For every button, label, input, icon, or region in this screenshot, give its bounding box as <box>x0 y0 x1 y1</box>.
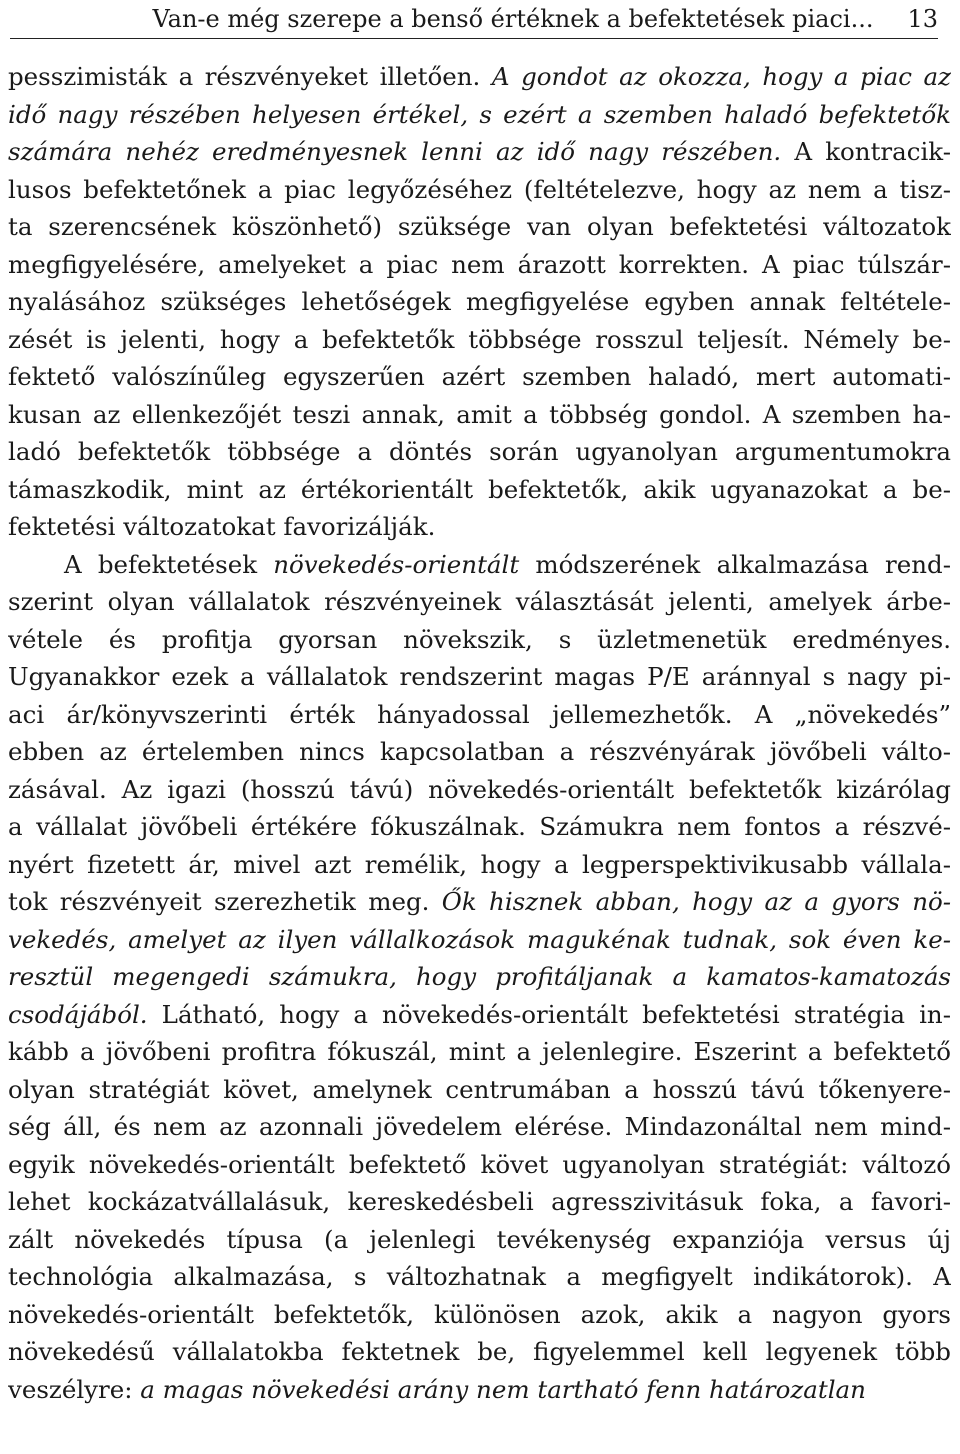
text-line <box>8 1183 951 1221</box>
text-span: A befektetések <box>64 549 274 579</box>
text-span: módszerének alkalmazása rend- <box>519 549 951 579</box>
text-line <box>8 583 951 621</box>
text-span: zését is jelenti, hogy a befektetők többsége rosszul teljesít. Némely be- <box>8 324 951 354</box>
text-line <box>8 1146 951 1184</box>
chapter-title: Van-e még szerepe a benső értéknek a befektetések piaci... <box>152 5 874 33</box>
text-line <box>8 883 951 921</box>
text-line <box>8 508 951 546</box>
text-line <box>8 471 951 509</box>
text-line <box>8 1296 951 1334</box>
text-span: A kontracik- <box>781 137 951 166</box>
text-line <box>8 1071 951 1109</box>
italic-span: idő nagy részében helyesen értékel, s ezért a szemben haladó befektetők <box>8 99 951 129</box>
text-span: veszélyre: <box>8 1374 141 1404</box>
text-line <box>8 1258 951 1296</box>
text-span: technológia alkalmazása, s változhatnak a megfigyelt indikátorok). A <box>8 1262 951 1291</box>
text-span: nyért fizetett ár, mivel azt remélik, hogy a legperspektivikusabb vállala- <box>8 849 951 879</box>
text-span: ebben az értelemben nincs kapcsolatban a részvényárak jövőbeli válto- <box>8 737 951 766</box>
text-span: támaszkodik, mint az értékorientált befektetők, akik ugyanazokat a be- <box>8 474 951 504</box>
text-span: aci ár/könyvszerinti érték hányadossal jellemezhetők. A „növekedés” <box>8 699 951 729</box>
text-span: fektetési változatokat favorizálják. <box>8 512 436 541</box>
italic-span: számára nehéz eredményesnek lenni az idő nagy részében. <box>8 137 782 166</box>
italic-span: vekedés, amelyet az ilyen vállalkozások magukénak tudnak, sok éven ke- <box>8 924 951 954</box>
body-text <box>8 58 951 1408</box>
page-number: 13 <box>907 5 938 33</box>
italic-span: resztül megengedi számukra, hogy profitáljanak a kamatos-kamatozás <box>8 962 951 991</box>
text-line <box>8 658 951 696</box>
italic-span: a magas növekedési arány nem tartható fenn határozatlan <box>140 1374 866 1404</box>
italic-span: A gondot az okozza, hogy a piac az <box>491 62 951 91</box>
text-line <box>8 208 951 246</box>
text-span: zásával. Az igazi (hosszú távú) növekedés-orientált befektetők kizárólag <box>8 774 951 804</box>
text-span: kább a jövőbeni profitra fókuszál, mint a jelenlegire. Eszerint a befektető <box>8 1037 951 1066</box>
text-line <box>8 433 951 471</box>
text-span: zált növekedés típusa (a jelenlegi tevékenység expanziója versus új <box>8 1224 951 1254</box>
running-header <box>10 0 938 39</box>
text-line <box>8 921 951 959</box>
text-span: lehet kockázatvállalásuk, kereskedésbeli agresszivitásuk foka, a favori- <box>8 1187 951 1216</box>
text-span: növekedés-orientált befektetők, különösen azok, akik a nagyon gyors <box>8 1299 951 1329</box>
text-span: lusos befektetőnek a piac legyőzéséhez (feltételezve, hogy az nem a tisz- <box>8 174 951 204</box>
text-span: nyalásához szükséges lehetőségek megfigyelése egyben annak feltétele- <box>8 287 951 316</box>
text-span: tok részvényeit szerezhetik meg. <box>8 887 442 916</box>
text-line <box>8 1333 951 1371</box>
text-line <box>8 58 951 96</box>
text-span: pesszimisták a részvényeket illetően. <box>8 62 492 91</box>
text-span: egyik növekedés-orientált befektető követ ugyanolyan stratégiát: változó <box>8 1149 951 1179</box>
text-line <box>8 358 951 396</box>
text-line <box>8 133 951 171</box>
text-span: ladó befektetők többsége a döntés során ugyanolyan argumentumokra <box>8 437 951 466</box>
text-line <box>8 996 951 1034</box>
text-line <box>8 546 951 584</box>
text-span: Látható, hogy a növekedés-orientált befektetési stratégia in- <box>147 999 951 1029</box>
text-span: fektető valószínűleg egyszerűen azért szemben haladó, mert automati- <box>8 362 951 391</box>
text-line <box>8 696 951 734</box>
text-line <box>8 846 951 884</box>
text-line <box>8 96 951 134</box>
text-span: ta szerencsének köszönhető) szüksége van olyan befektetési változatok <box>8 212 951 241</box>
text-line <box>8 771 951 809</box>
text-line <box>8 1221 951 1259</box>
text-span: vétele és profitja gyorsan növekszik, s üzletmenetük eredményes. <box>8 624 951 654</box>
text-span: megfigyelésére, amelyeket a piac nem árazott korrekten. A piac túlszár- <box>8 249 951 279</box>
text-line <box>8 958 951 996</box>
text-line <box>8 1033 951 1071</box>
text-line <box>8 733 951 771</box>
text-span: szerint olyan vállalatok részvényeinek választását jelenti, amelyek árbe- <box>8 587 951 616</box>
text-span: növekedésű vállalatokba fektetnek be, figyelemmel kell legyenek több <box>8 1337 951 1366</box>
text-line <box>8 283 951 321</box>
text-span: Ugyanakkor ezek a vállalatok rendszerint magas P/E aránnyal s nagy pi- <box>8 662 951 691</box>
text-span: olyan stratégiát követ, amelynek centrumában a hosszú távú tőkenyere- <box>8 1074 951 1104</box>
text-span: a vállalat jövőbeli értékére fókuszálnak. Számukra nem fontos a részvé- <box>8 812 951 841</box>
text-line <box>8 171 951 209</box>
text-line <box>8 1108 951 1146</box>
text-line <box>8 246 951 284</box>
text-line <box>8 808 951 846</box>
italic-span: növekedés-orientált <box>273 549 520 579</box>
italic-span: Ők hisznek abban, hogy az a gyors nö- <box>441 887 951 916</box>
text-line <box>8 396 951 434</box>
italic-span: csodájából. <box>8 999 148 1029</box>
text-span: kusan az ellenkezőjét teszi annak, amit a többség gondol. A szemben ha- <box>8 399 951 429</box>
text-span: ség áll, és nem az azonnali jövedelem elérése. Mindazonáltal nem mind- <box>8 1112 951 1141</box>
text-line <box>8 321 951 359</box>
text-line <box>8 1371 951 1409</box>
text-line <box>8 621 951 659</box>
